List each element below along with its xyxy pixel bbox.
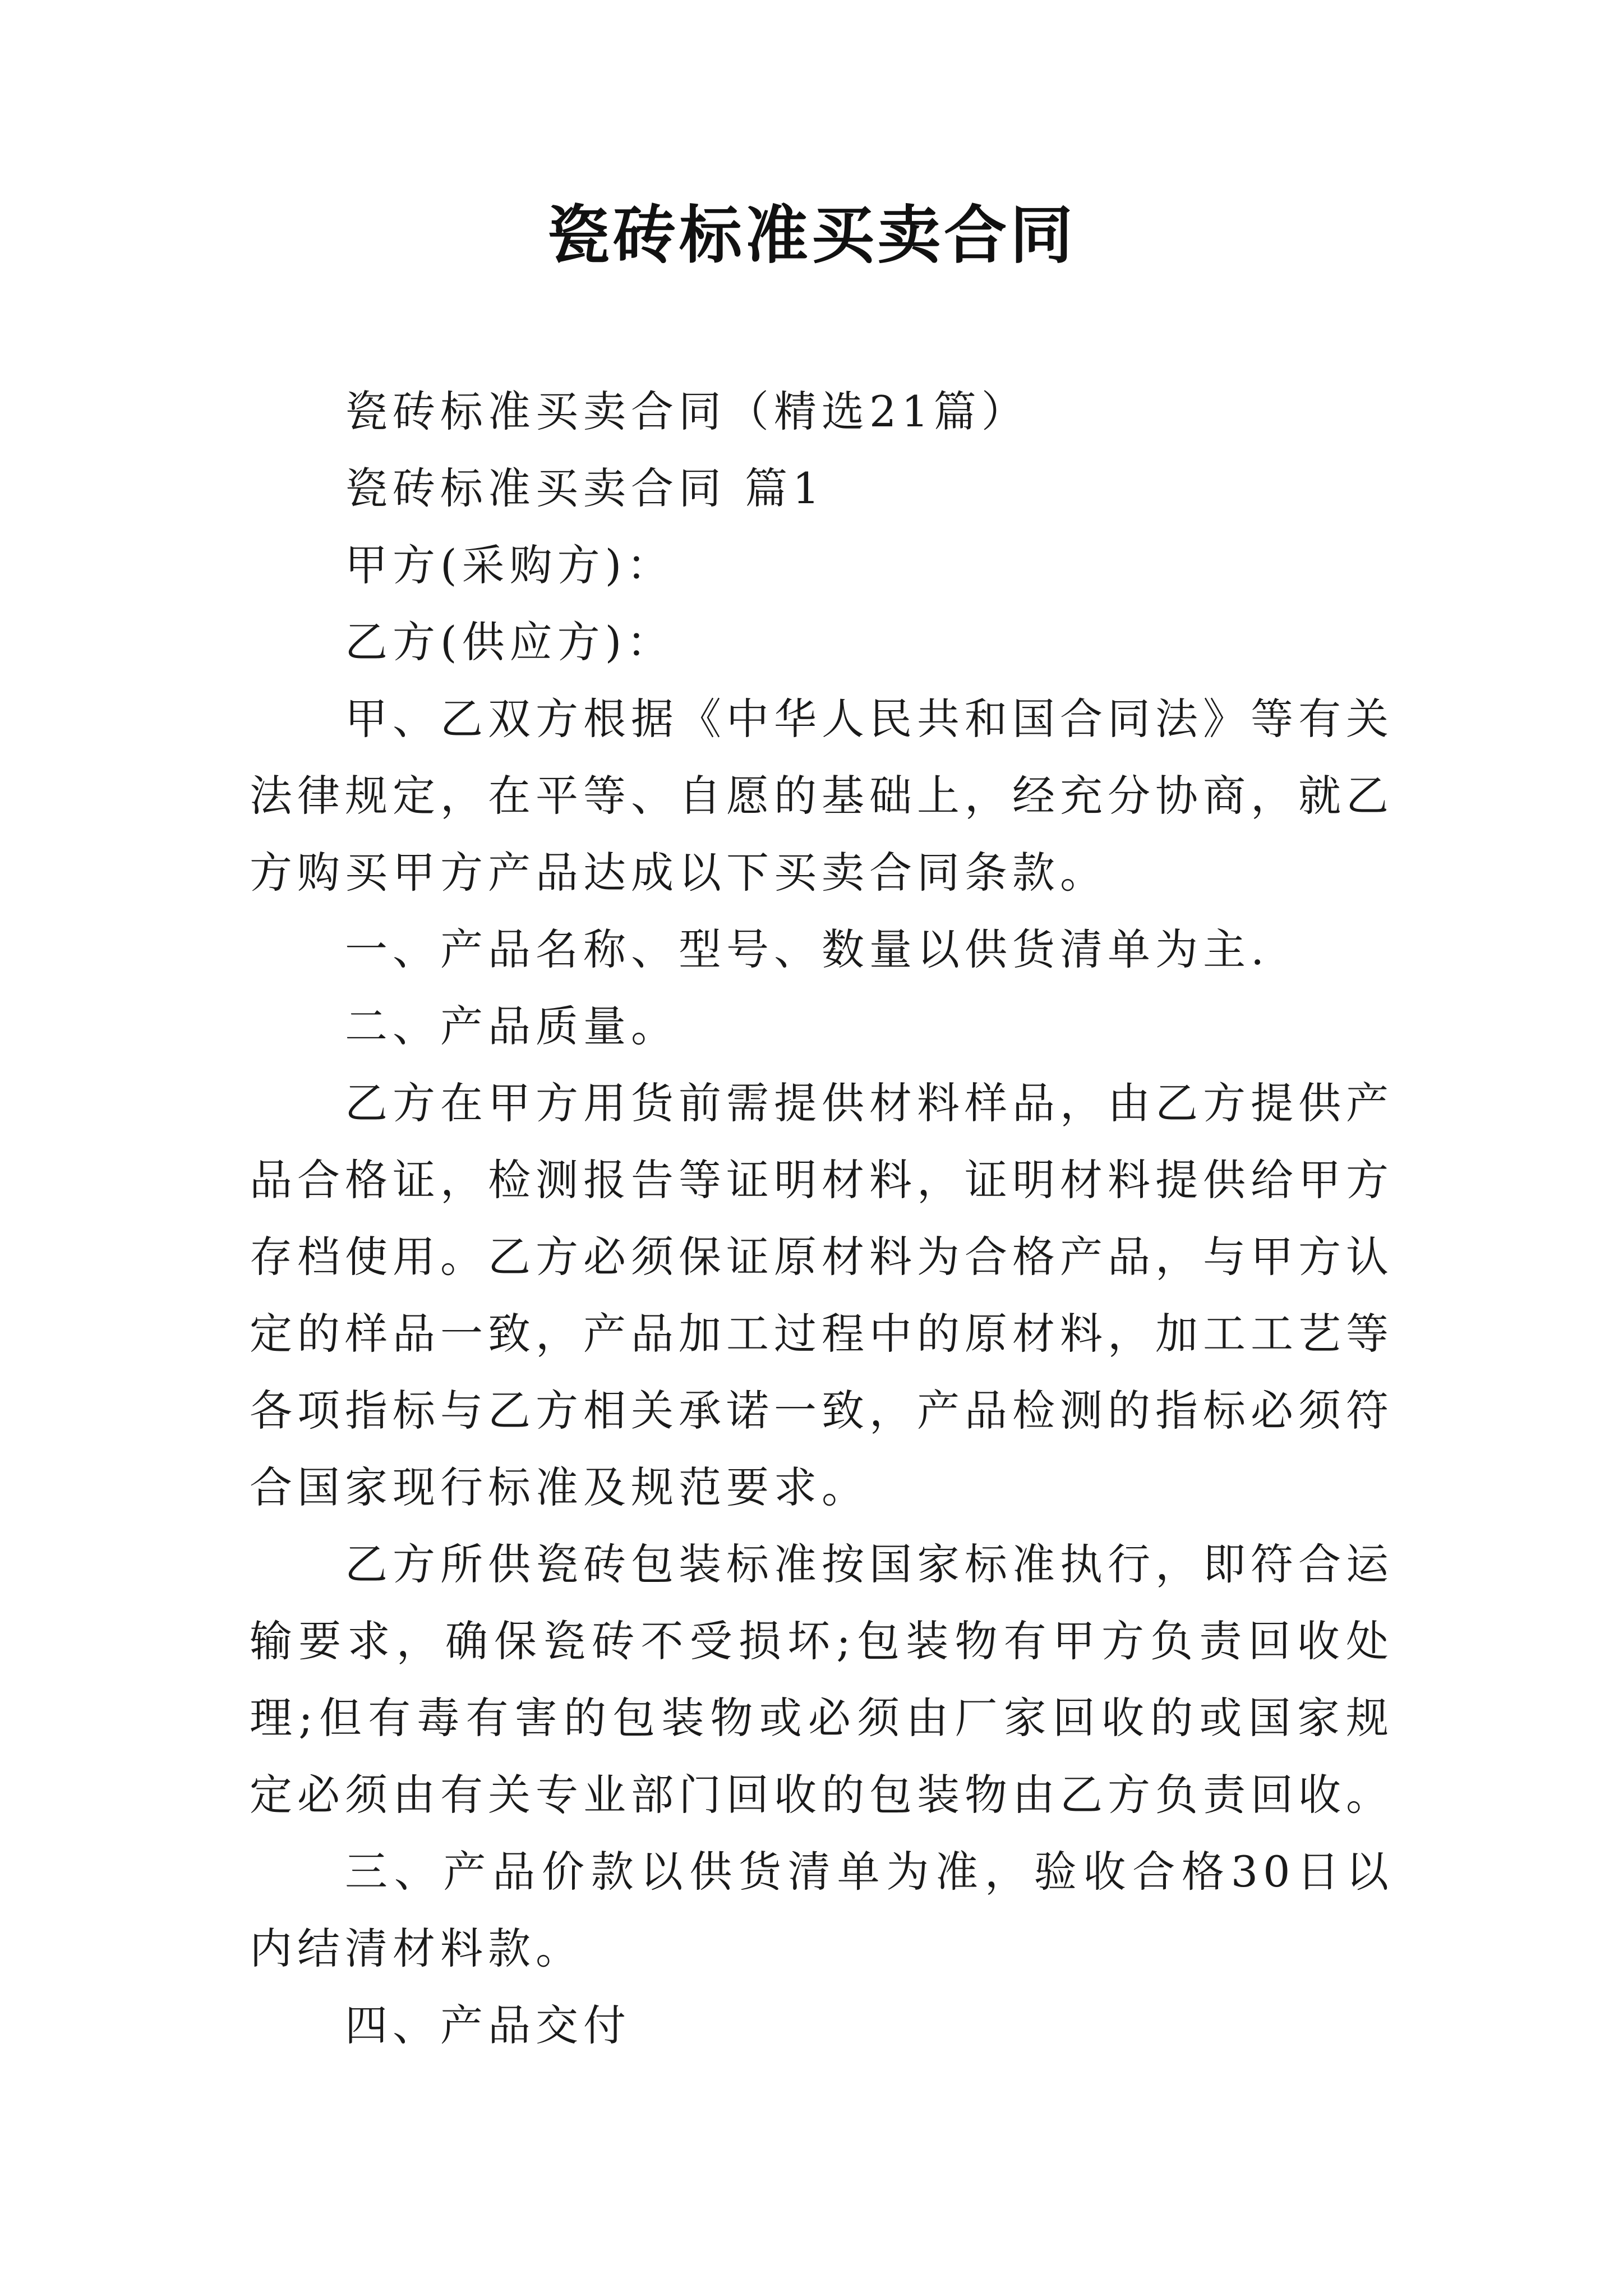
paragraph-party-b: 乙方(供应方)： <box>345 617 675 667</box>
paragraph-quality-detail: 乙方在甲方用货前需提供材料样品，由乙方提供产品合格证，检测报告等证明材料，证明材料提供给甲方存档使用。乙方必须保证原材料为合格产品，与甲方认定的样品一致，产品加工过程中的原材料，加工工艺等各项指标与乙方相关承诺一致，产品检测的指标必须符合国家现行标准及规范要求。 <box>250 1078 1394 1512</box>
paragraph-preamble: 甲、乙双方根据《中华人民共和国合同法》等有关法律规定，在平等、自愿的基础上，经充分协商，就乙方购买甲方产品达成以下买卖合同条款。 <box>250 694 1394 898</box>
paragraph-clause-1: 一、产品名称、型号、数量以供货清单为主. <box>345 924 1270 974</box>
paragraph-section-heading: 瓷砖标准买卖合同 篇1 <box>345 463 825 513</box>
paragraph-party-a: 甲方(采购方)： <box>345 540 675 590</box>
document-title: 瓷砖标准买卖合同 <box>547 199 1076 272</box>
paragraph-subtitle: 瓷砖标准买卖合同（精选21篇） <box>345 386 1029 436</box>
document-body <box>250 373 1394 2064</box>
paragraph-clause-3: 三、产品价款以供货清单为准，验收合格30日以内结清材料款。 <box>250 1847 1394 1973</box>
paragraph-clause-2: 二、产品质量。 <box>345 1001 679 1051</box>
paragraph-packaging: 乙方所供瓷砖包装标准按国家标准执行，即符合运输要求，确保瓷砖不受损坏;包装物有甲方负责回收处理;但有毒有害的包装物或必须由厂家回收的或国家规定必须由有关专业部门回收的包装物由乙方负责回收。 <box>250 1539 1394 1820</box>
paragraph-clause-4: 四、产品交付 <box>345 2000 631 2050</box>
